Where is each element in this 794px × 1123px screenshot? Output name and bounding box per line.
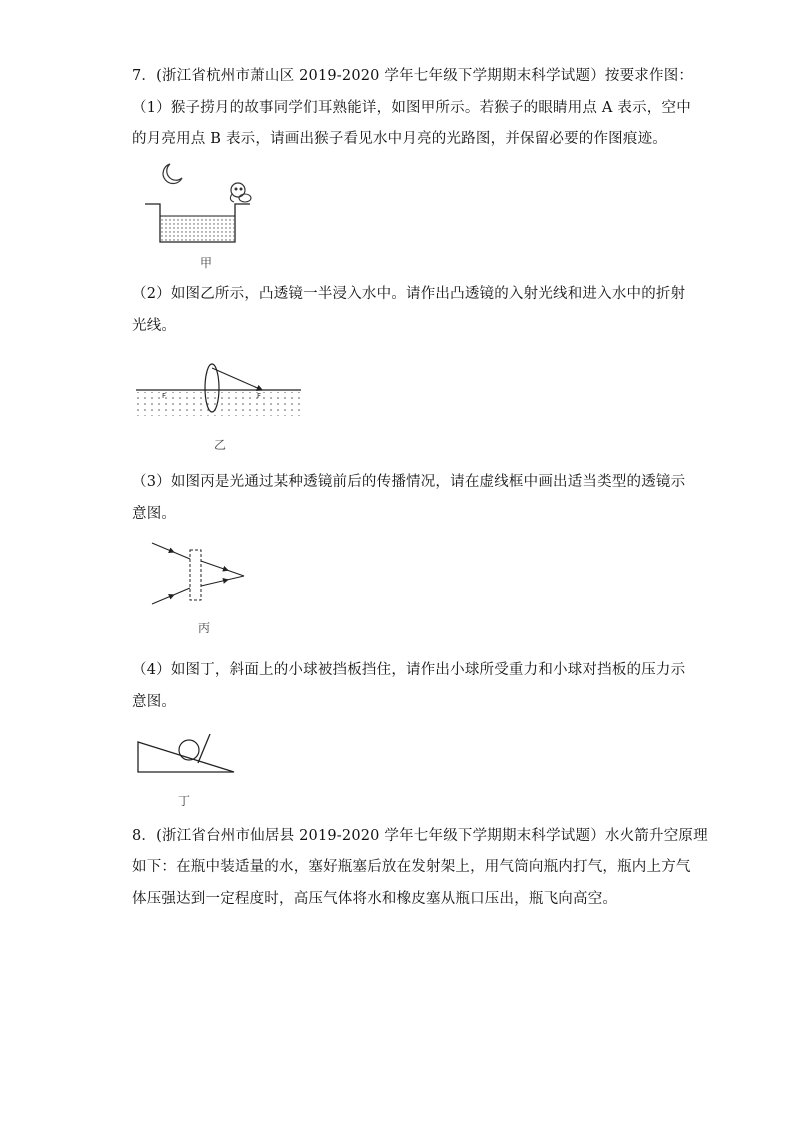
figure-yi-caption: 乙 bbox=[214, 438, 227, 452]
q7-part3-line2: 意图。 bbox=[132, 506, 177, 522]
q8-line3: 体压强达到一定程度时，高压气体将水和橡皮塞从瓶口压出，瓶飞向高空。 bbox=[132, 891, 618, 907]
q7-part4-line2: 意图。 bbox=[132, 694, 177, 710]
figure-ding-ball-incline bbox=[134, 728, 239, 778]
focus-left-label: F bbox=[162, 392, 167, 400]
incident-ray-bottom bbox=[152, 588, 190, 604]
q7-part1-line2: 的月亮用点 B 表示，请画出猴子看见水中月亮的光路图，并保留必要的作图痕迹。 bbox=[132, 131, 667, 147]
moon-icon bbox=[163, 164, 182, 184]
monkey-icon bbox=[230, 183, 251, 202]
q7-part3-line1: （3）如图丙是光通过某种透镜前后的传播情况，请在虚线框中画出适当类型的透镜示 bbox=[132, 474, 686, 490]
ball bbox=[179, 740, 199, 760]
incline-triangle bbox=[138, 742, 234, 772]
pond-water bbox=[161, 216, 234, 241]
q8-line1: 8．(浙江省台州市仙居县 2019-2020 学年七年级下学期期末科学试题）水火箭升空原理 bbox=[132, 828, 708, 844]
figure-bing-lens-box bbox=[148, 538, 250, 608]
exit-ray-top bbox=[201, 561, 244, 576]
q7-title: 7．(浙江省杭州市萧山区 2019-2020 学年七年级下学期期末科学试题）按要求作图： bbox=[132, 68, 694, 84]
q7-part1-line1: （1）猴子捞月的故事同学们耳熟能详，如图甲所示。若猴子的眼睛用点 A 表示，空中 bbox=[132, 100, 691, 116]
focus-right-label: F bbox=[257, 392, 262, 400]
dashed-lens-box bbox=[190, 550, 201, 600]
figure-jia-caption: 甲 bbox=[200, 256, 213, 270]
exit-ray-bottom bbox=[201, 576, 244, 586]
figure-yi-lens-water bbox=[136, 360, 306, 426]
q7-part2-line1: （2）如图乙所示，凸透镜一半浸入水中。请作出凸透镜的入射光线和进入水中的折射 bbox=[132, 286, 686, 302]
q7-part4-line1: （4）如图丁，斜面上的小球被挡板挡住，请作出小球所受重力和小球对挡板的压力示 bbox=[132, 662, 686, 678]
q8-line2: 如下：在瓶中装适量的水，塞好瓶塞后放在发射架上，用气筒向瓶内打气，瓶内上方气 bbox=[132, 859, 691, 875]
incident-ray-top bbox=[152, 543, 190, 559]
q7-part2-line2: 光线。 bbox=[132, 318, 177, 334]
figure-jia-monkey-moon bbox=[140, 158, 265, 248]
baffle-board bbox=[198, 734, 210, 763]
figure-ding-caption: 丁 bbox=[178, 794, 191, 808]
figure-bing-caption: 丙 bbox=[198, 621, 211, 635]
